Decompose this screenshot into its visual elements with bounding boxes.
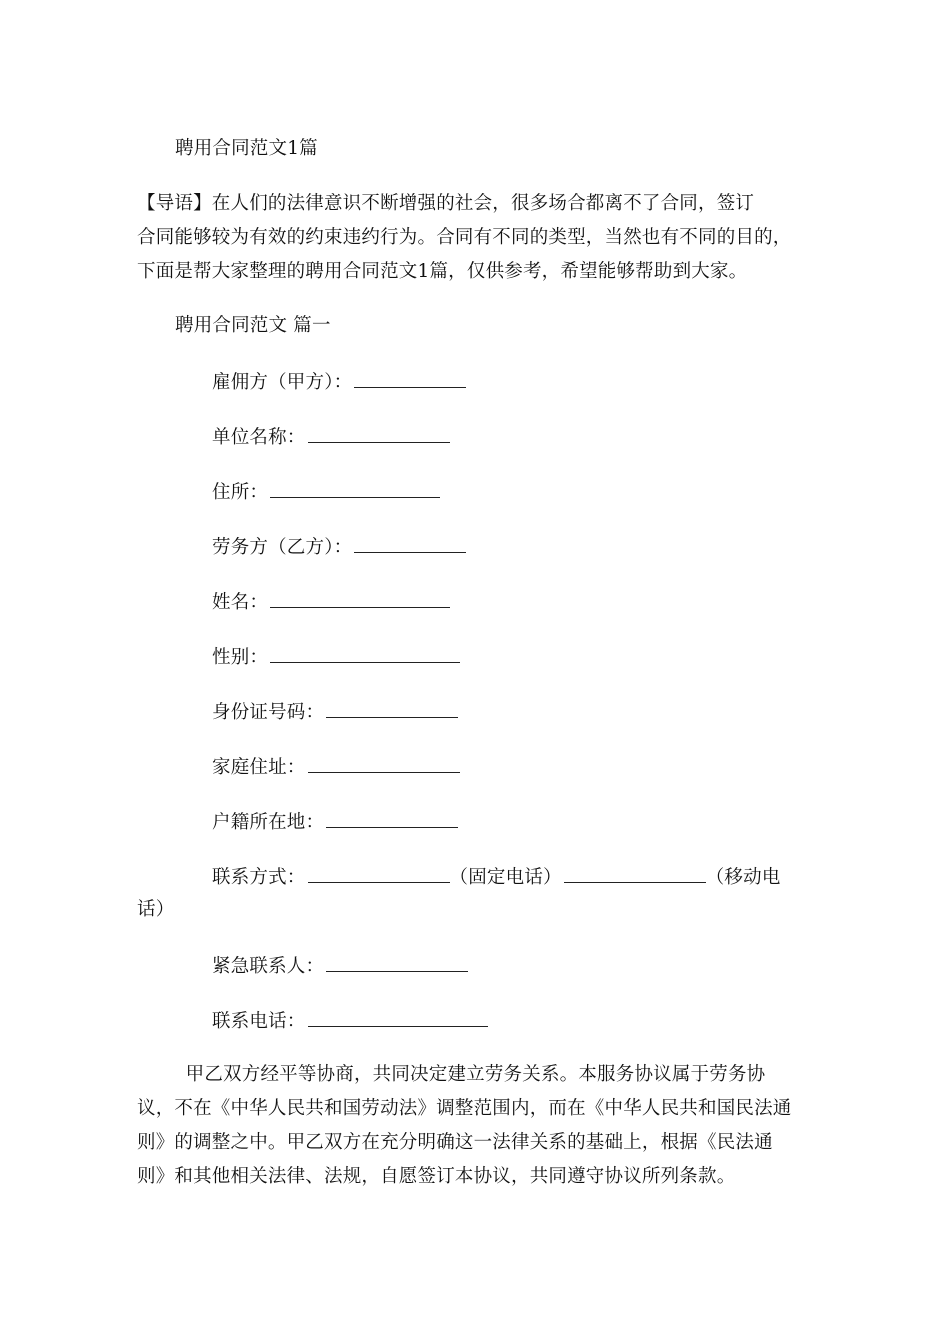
body-line-4: 则》和其他相关法律、法规，自愿签订本协议，共同遵守协议所列条款。 bbox=[137, 1166, 736, 1187]
home-address-label: 家庭住址： bbox=[212, 757, 306, 778]
home-address-blank bbox=[308, 754, 460, 773]
intro-line-2: 合同能够较为有效的约束违约行为。合同有不同的类型，当然也有不同的目的， bbox=[137, 227, 792, 248]
emergency-contact-field bbox=[212, 953, 468, 979]
id-number-field bbox=[212, 699, 458, 725]
employer-label: 雇佣方（甲方）： bbox=[212, 372, 353, 393]
intro-line-1: 【导语】在人们的法律意识不断增强的社会，很多场合都离不了合同，签订 bbox=[137, 193, 755, 214]
id-number-blank bbox=[326, 699, 458, 718]
name-label: 姓名： bbox=[212, 592, 269, 613]
mobile-note-end: 话） bbox=[137, 899, 175, 920]
contact-phone-field bbox=[212, 1008, 488, 1034]
body-line-2: 议，不在《中华人民共和国劳动法》调整范围内，而在《中华人民共和国民法通 bbox=[137, 1098, 792, 1119]
body-line-3: 则》的调整之中。甲乙双方在充分明确这一法律关系的基础上，根据《民法通 bbox=[137, 1132, 773, 1153]
contact-phone-blank bbox=[308, 1008, 488, 1027]
document-title: 聘用合同范文1篇 bbox=[175, 138, 318, 159]
mobile-blank bbox=[564, 864, 706, 883]
contact-phone-label: 联系电话： bbox=[212, 1011, 306, 1032]
unit-name-blank bbox=[308, 424, 450, 443]
gender-blank bbox=[270, 644, 460, 663]
worker-label: 劳务方（乙方）： bbox=[212, 537, 353, 558]
home-address-field bbox=[212, 754, 460, 780]
emergency-contact-blank bbox=[326, 953, 468, 972]
employer-blank bbox=[354, 369, 466, 388]
household-label: 户籍所在地： bbox=[212, 812, 325, 833]
body-line-1: 甲乙双方经平等协商，共同决定建立劳务关系。本服务协议属于劳务协 bbox=[137, 1064, 766, 1085]
worker-field bbox=[212, 534, 466, 560]
household-blank bbox=[326, 809, 458, 828]
emergency-contact-label: 紧急联系人： bbox=[212, 956, 325, 977]
address-blank bbox=[270, 479, 440, 498]
unit-name-field bbox=[212, 424, 450, 450]
employer-field bbox=[212, 369, 466, 395]
address-label: 住所： bbox=[212, 482, 269, 503]
gender-field bbox=[212, 644, 460, 670]
id-number-label: 身份证号码： bbox=[212, 702, 325, 723]
unit-name-label: 单位名称： bbox=[212, 427, 306, 448]
landline-note: （固定电话） bbox=[449, 867, 562, 888]
section-subtitle: 聘用合同范文 篇一 bbox=[175, 315, 331, 336]
address-field bbox=[212, 479, 440, 505]
intro-line-3: 下面是帮大家整理的聘用合同范文1篇，仅供参考，希望能够帮助到大家。 bbox=[137, 261, 748, 282]
household-field bbox=[212, 809, 458, 835]
name-blank bbox=[270, 589, 450, 608]
mobile-note-start: （移动电 bbox=[705, 867, 781, 888]
name-field bbox=[212, 589, 450, 615]
worker-blank bbox=[354, 534, 466, 553]
gender-label: 性别： bbox=[212, 647, 269, 668]
contact-method-label: 联系方式： bbox=[212, 867, 306, 888]
landline-blank bbox=[308, 864, 450, 883]
contact-method-field bbox=[212, 864, 781, 890]
